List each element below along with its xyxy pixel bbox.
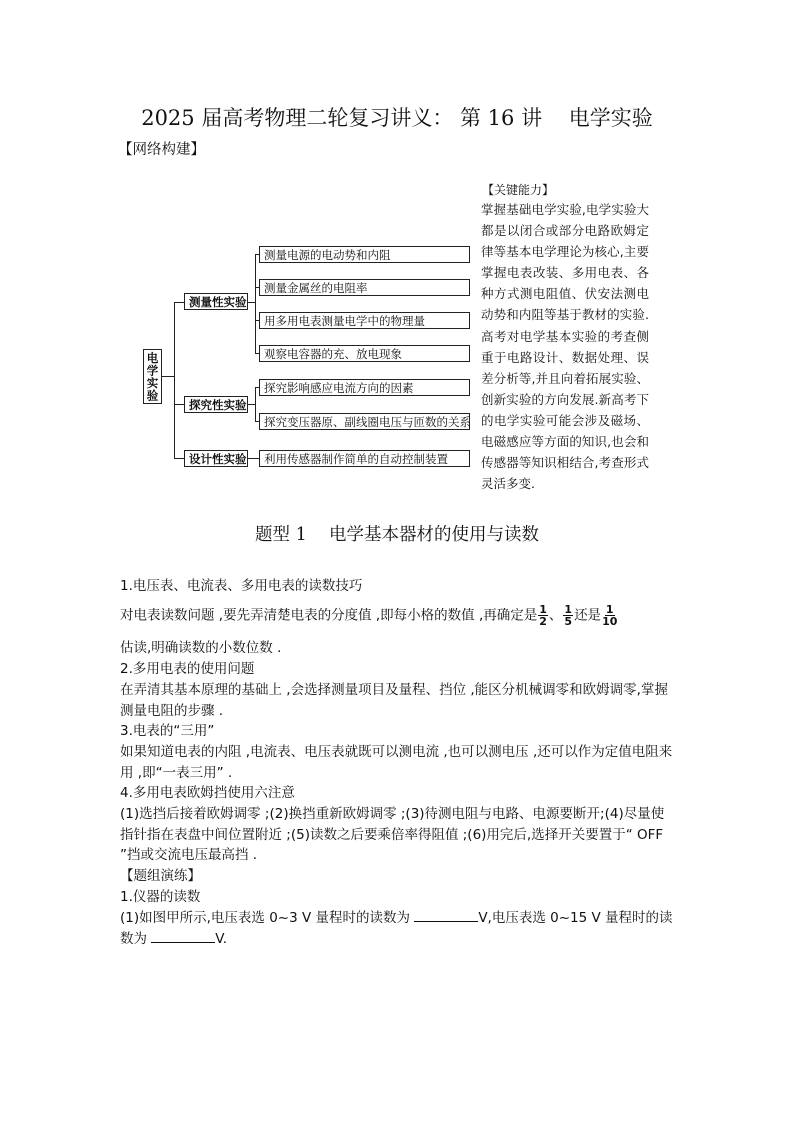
- q1-part-a: (1)如图甲所示,电压表选 0~3 V 量程时的读数为: [120, 910, 415, 926]
- drill-header: 【题组演练】: [120, 868, 201, 884]
- q1-title: 1.仪器的读数: [120, 889, 201, 905]
- connector: [248, 404, 255, 405]
- p4-title: 4.多用电表欧姆挡使用六注意: [120, 785, 295, 801]
- or-word: 还是: [574, 607, 602, 624]
- connector: [162, 376, 174, 377]
- p2-title: 2.多用电表的使用问题: [120, 661, 255, 677]
- p1-text: [120, 604, 675, 627]
- leaf-transformer-turns-ratio: 探究变压器原、副线圈电压与匝数的关系: [259, 413, 470, 430]
- p1-text-b: 估读,明确读数的小数位数 .: [120, 640, 282, 656]
- fraction-one-half: [538, 604, 548, 627]
- answer-blank-3v[interactable]: [414, 909, 478, 922]
- connector: [248, 458, 259, 459]
- document-title: 2025 届高考物理二轮复习讲义： 第 16 讲 电学实验: [141, 106, 653, 130]
- leaf-induced-current-direction: 探究影响感应电流方向的因素: [259, 379, 470, 396]
- connector: [174, 404, 184, 405]
- p2-text: 在弄清其基本原理的基础上 ,会选择测量项目及量程、挡位 ,能区分机械调零和欧姆调零,掌握测量电阻的步骤 .: [120, 682, 668, 719]
- p1-title: 1.电压表、电流表、多用电表的读数技巧: [120, 578, 363, 594]
- fraction-one-fifth: [563, 604, 573, 627]
- key-ability-header: 【关键能力】: [482, 183, 555, 197]
- category-design: 设计性实验: [184, 450, 248, 467]
- connector: [174, 302, 175, 458]
- leaf-multimeter-quantities: 用多用电表测量电学中的物理量: [259, 312, 470, 329]
- leaf-sensor-auto-control: 利用传感器制作简单的自动控制装置: [259, 450, 470, 467]
- answer-blank-15v[interactable]: [151, 930, 215, 943]
- mindmap-root: 电学实验: [143, 349, 162, 404]
- section-network-header: 【网络构建】: [118, 142, 205, 158]
- leaf-emf-internal-resistance: 测量电源的电动势和内阻: [259, 246, 470, 263]
- connector: [174, 302, 184, 303]
- p4-text: (1)选挡后接着欧姆调零 ;(2)换挡重新欧姆调零 ;(3)待测电阻与电路、电源要断开;(4)尽量使指针指在表盘中间位置附近 ;(5)读数之后要乘倍率得阻值 ;(6)用完后,选择开关要置于“ OFF ”挡或交流电压最高挡 .: [120, 806, 665, 864]
- connector: [255, 387, 256, 422]
- p1-text-a: 对电表读数问题 ,要先弄清楚电表的分度值 ,即每小格的数值 ,再确定是: [120, 607, 538, 624]
- q1-part-c: V.: [215, 930, 228, 947]
- fraction-denominator: 2: [539, 615, 547, 628]
- fraction-denominator: 10: [602, 615, 618, 628]
- q1-text: [120, 908, 675, 949]
- fraction-numerator: 1: [605, 603, 614, 616]
- connector: [255, 254, 256, 353]
- fraction-numerator: 1: [564, 603, 573, 616]
- category-exploration: 探究性实验: [184, 396, 248, 413]
- q1-part-b: V,电压表选 0~15 V 量程时的读数为: [120, 910, 673, 947]
- fraction-numerator: 1: [539, 603, 547, 616]
- leaf-wire-resistivity: 测量金属丝的电阻率: [259, 279, 470, 296]
- type1-heading: 题型 1 电学基本器材的使用与读数: [255, 525, 539, 545]
- separator: 、: [548, 607, 563, 624]
- connector: [248, 302, 255, 303]
- leaf-capacitor-charging: 观察电容器的充、放电现象: [259, 345, 470, 362]
- fraction-denominator: 5: [564, 615, 573, 628]
- p3-text: 如果知道电表的内阻 ,电流表、电压表就既可以测电流 ,也可以测电压 ,还可以作为定值电阻来用 ,即“一表三用” .: [120, 744, 673, 781]
- connector: [174, 458, 184, 459]
- p3-title: 3.电表的“三用”: [120, 723, 215, 739]
- key-ability-text: 掌握基础电学实验,电学实验大都是以闭合或部分电路欧姆定律等基本电学理论为核心,主要掌握电表改装、多用电表、各种方式测电阻值、伏安法测电动势和内阻等基于教材的实验.高考对电学基本实验的考查侧重于电路设计、数据处理、误差分析等,并且向着拓展实验、创新实验的方向发展.新高考下的电学实验可能会涉及磁场、电磁感应等方面的知识,也会和传感器等知识相结合,考查形式灵活多变.: [481, 202, 649, 492]
- fraction-one-tenth: [602, 604, 617, 627]
- category-measurement: 测量性实验: [184, 293, 248, 310]
